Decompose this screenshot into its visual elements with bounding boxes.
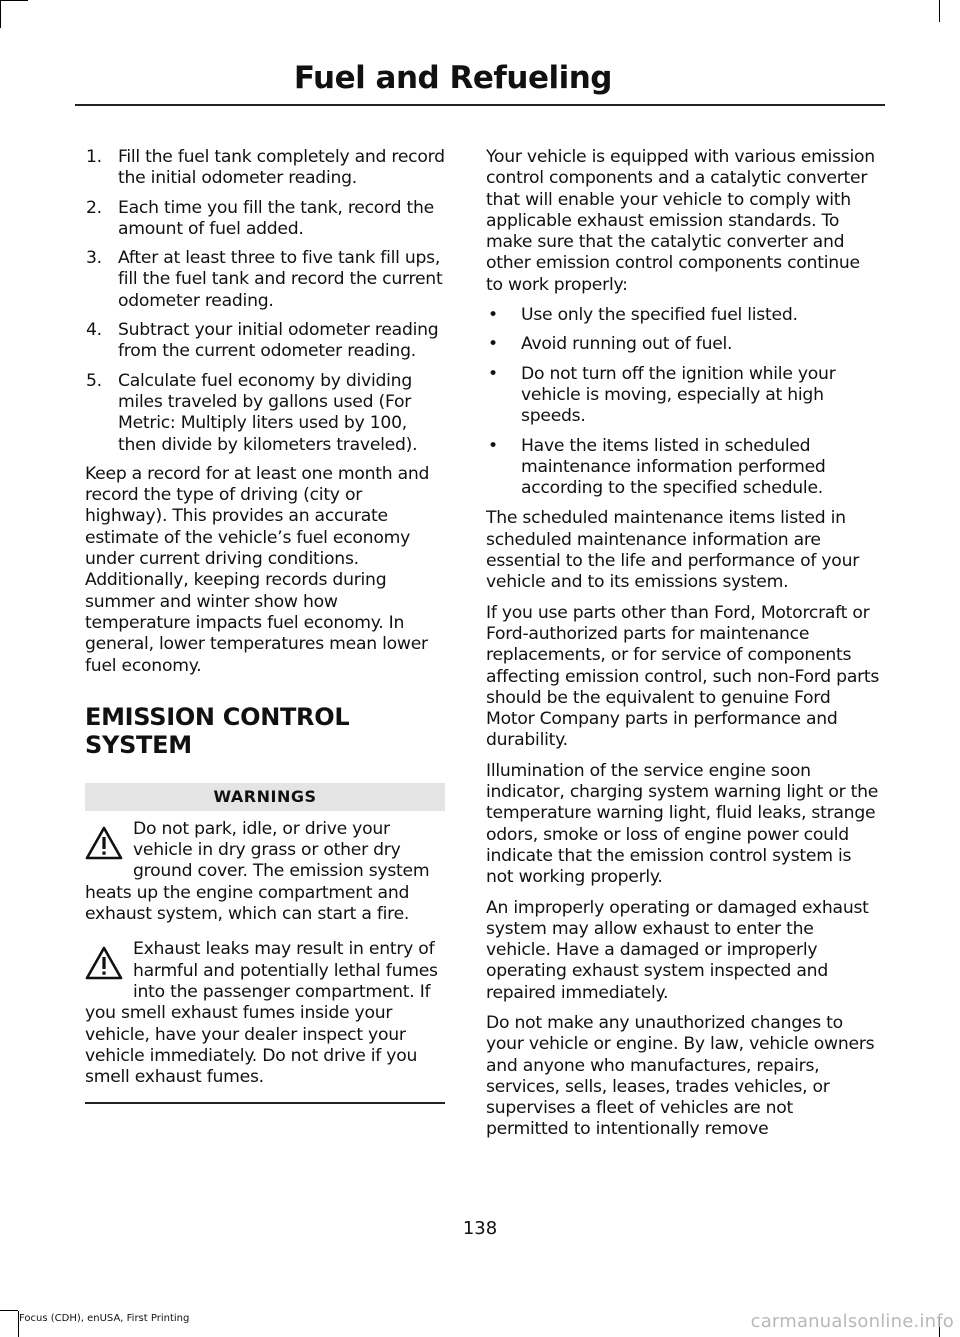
page-title: Fuel and Refueling: [293, 60, 612, 96]
bullet: •: [488, 435, 498, 456]
list-item: [486, 436, 880, 500]
list-item: [85, 198, 445, 241]
warning-item: [85, 819, 445, 925]
crop-mark: [0, 0, 28, 1]
record-keeping-paragraph: Keep a record for at least one month and record the type of driving (city or highway). This provides an accurate estimate of the vehicle’s fuel economy under current driving conditions. Additionally, keeping records during summer and winter show how temperature impacts fuel economy. In general, lower temperatures mean lower fuel economy.: [85, 463, 430, 676]
warnings-box: [85, 783, 445, 1104]
list-item: [486, 364, 880, 428]
crop-mark: [939, 0, 940, 22]
list-item: [85, 147, 445, 190]
bullet: •: [488, 363, 498, 384]
edition-footer: Focus (CDH), enUSA, First Printing: [19, 1313, 190, 1324]
step-number: 3.: [86, 248, 102, 269]
section-heading: EMISSION CONTROL SYSTEM: [85, 702, 350, 759]
right-column: [486, 147, 880, 1150]
warnings-divider: [85, 1102, 445, 1104]
list-item: [85, 371, 445, 456]
fuel-economy-steps: [85, 147, 445, 456]
warnings-header: WARNINGS: [85, 783, 445, 811]
step-text: Fill the fuel tank completely and record the initial odometer reading.: [118, 147, 445, 189]
step-text: Subtract your initial odometer reading from the current odometer reading.: [118, 320, 439, 362]
warning-text: Exhaust leaks may result in entry of harmful and potentially lethal fumes into the passenger compartment. If you smell exhaust fumes inside your vehicle, have your dealer inspect your vehicle immediately. Do not drive if you smell exhaust fumes.: [85, 939, 438, 1088]
step-number: 1.: [86, 147, 102, 167]
bullet-text: Use only the specified fuel listed.: [521, 305, 798, 326]
list-item: [486, 305, 880, 326]
body-paragraph: Do not make any unauthorized changes to your vehicle or engine. By law, vehicle owners and anyone who manufactures, repairs, services, sells, leases, trades vehicles, or supervises a fleet of vehicles are not permitted to intentionally remove: [486, 1012, 875, 1140]
body-paragraph: The scheduled maintenance items listed in scheduled maintenance information are essential to the life and performance of your vehicle and to its emissions system.: [486, 508, 860, 593]
bullet-text: Avoid running out of fuel.: [521, 334, 733, 355]
left-column: [85, 147, 445, 1104]
warning-triangle-icon: [85, 945, 123, 981]
body-paragraph: If you use parts other than Ford, Motorcraft or Ford-authorized parts for maintenance replacements, or for service of components affecting emission control, such non-Ford parts should be the equivalent to genuine Ford Motor Company parts in performance and durability.: [486, 602, 880, 751]
step-number: 4.: [86, 320, 102, 341]
list-item: [85, 248, 445, 312]
bullet: •: [488, 305, 498, 326]
body-paragraph: An improperly operating or damaged exhaust system may allow exhaust to enter the vehicle. Have a damaged or improperly operating exhaust system inspected and repaired immediately.: [486, 897, 869, 1003]
crop-mark: [0, 0, 1, 28]
bullet-text: Have the items listed in scheduled maintenance information performed according to the specified schedule.: [521, 435, 826, 499]
watermark: carmanualsonline.info: [750, 1311, 954, 1332]
warning-item: [85, 939, 445, 1088]
step-number: 5.: [86, 370, 102, 391]
step-text: Each time you fill the tank, record the amount of fuel added.: [118, 197, 434, 239]
page-number: 138: [462, 1218, 498, 1239]
list-item: [85, 320, 445, 363]
warning-text: Do not park, idle, or drive your vehicle in dry grass or other dry ground cover. The emission system heats up the engine compartment and exhaust system, which can start a fire.: [85, 818, 430, 925]
header-divider: [75, 104, 885, 106]
step-number: 2.: [86, 197, 102, 218]
list-item: [486, 334, 880, 355]
emission-bullet-list: [486, 305, 880, 499]
intro-paragraph: Your vehicle is equipped with various emission control components and a catalytic converter that will enable your vehicle to comply with applicable exhaust emission standards. To make sure that the catalytic converter and other emission control components continue to work properly:: [486, 147, 875, 295]
bullet-text: Do not turn off the ignition while your vehicle is moving, especially at high speeds.: [521, 363, 836, 427]
warning-triangle-icon: [85, 825, 123, 861]
body-paragraph: Illumination of the service engine soon indicator, charging system warning light or the temperature warning light, fluid leaks, strange odors, smoke or loss of engine power could indicate that the emission control system is not working properly.: [486, 760, 879, 888]
bullet: •: [488, 334, 498, 355]
step-text: Calculate fuel economy by dividing miles traveled by gallons used (For Metric: Multiply liters used by 100, then divide by kilometers traveled).: [118, 370, 418, 455]
step-text: After at least three to five tank fill ups, fill the fuel tank and record the current odometer reading.: [118, 248, 443, 311]
crop-mark: [0, 1310, 18, 1311]
